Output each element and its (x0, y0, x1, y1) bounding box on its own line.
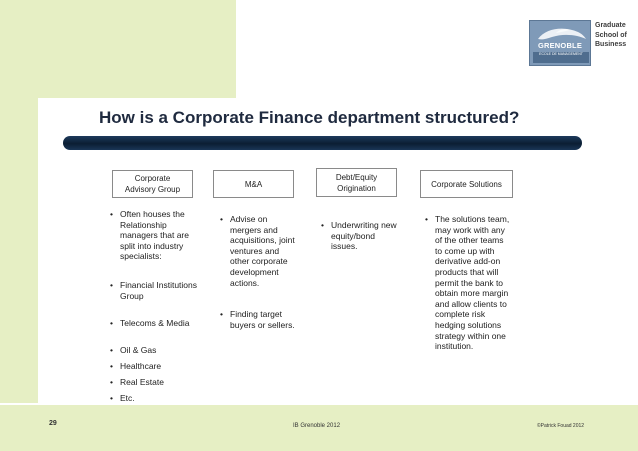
bullet-dot-icon: • (110, 345, 113, 355)
footer-course-label: IB Grenoble 2012 (293, 423, 341, 429)
bullet-dot-icon: • (220, 214, 223, 224)
list-item (110, 377, 206, 388)
logo-school-name: Graduate School of Business (595, 22, 627, 48)
page-number: 29 (49, 420, 57, 427)
school-logo (529, 20, 629, 66)
list-item (110, 280, 206, 301)
bullet-dot-icon: • (110, 377, 113, 387)
footer-copyright: ©Patrick Fouad 2012 (537, 423, 585, 429)
slide-title: How is a Corporate Finance department structured? (99, 108, 520, 127)
bullet-dot-icon: • (220, 309, 223, 319)
list-item-text: Telecoms & Media (120, 318, 190, 328)
bullet-dot-icon: • (110, 209, 113, 219)
list-item (321, 220, 403, 252)
list-item (110, 393, 206, 404)
footer-divider (0, 403, 638, 405)
list-item-text: Financial Institutions Group (120, 280, 198, 301)
logo-badge (529, 20, 591, 66)
decorative-left-strip (0, 98, 38, 404)
list-item (425, 214, 511, 352)
list-item-text: The solutions team, may work with any of the other teams to come up with derivative add-on products that will permit the bank to obtain more margin and allow clients to complete risk hedging solutions strategy within one institution. (435, 214, 510, 352)
column-header-debt-equity: Debt/Equity Origination (316, 168, 397, 197)
list-item (220, 309, 298, 330)
list-item (110, 345, 206, 356)
logo-subtext: ECOLE DE MANAGEMENT (533, 52, 589, 63)
list-item-text: Often houses the Relationship managers that are split into industry specialists: (120, 209, 189, 262)
list-item-text: Real Estate (120, 377, 164, 387)
list-item-text: Finding target buyers or sellers. (230, 309, 295, 330)
list-item (110, 318, 206, 329)
column-header-corporate-solutions: Corporate Solutions (420, 170, 513, 198)
title-underline-bar (63, 136, 582, 150)
bullet-dot-icon: • (425, 214, 428, 224)
column-header-m-and-a: M&A (213, 170, 294, 198)
list-item (110, 209, 206, 262)
list-item-text: Etc. (120, 393, 135, 403)
bullet-dot-icon: • (110, 280, 113, 290)
bullet-dot-icon: • (321, 220, 324, 230)
list-item-text: Healthcare (120, 361, 162, 371)
list-item (220, 214, 298, 288)
decorative-corner-block (0, 0, 236, 98)
list-item-text: Underwriting new equity/bond issues. (331, 220, 397, 252)
bullet-dot-icon: • (110, 361, 113, 371)
list-item-text: Oil & Gas (120, 345, 157, 355)
bullet-dot-icon: • (110, 318, 113, 328)
list-item-text: Advise on mergers and acquisitions, joint ventures and other corporate development actions. (230, 214, 295, 288)
list-item (110, 361, 206, 372)
bullet-dot-icon: • (110, 393, 113, 403)
logo-wordmark: GRENOBLE (537, 41, 583, 50)
column-header-corporate-advisory: Corporate Advisory Group (112, 170, 193, 198)
